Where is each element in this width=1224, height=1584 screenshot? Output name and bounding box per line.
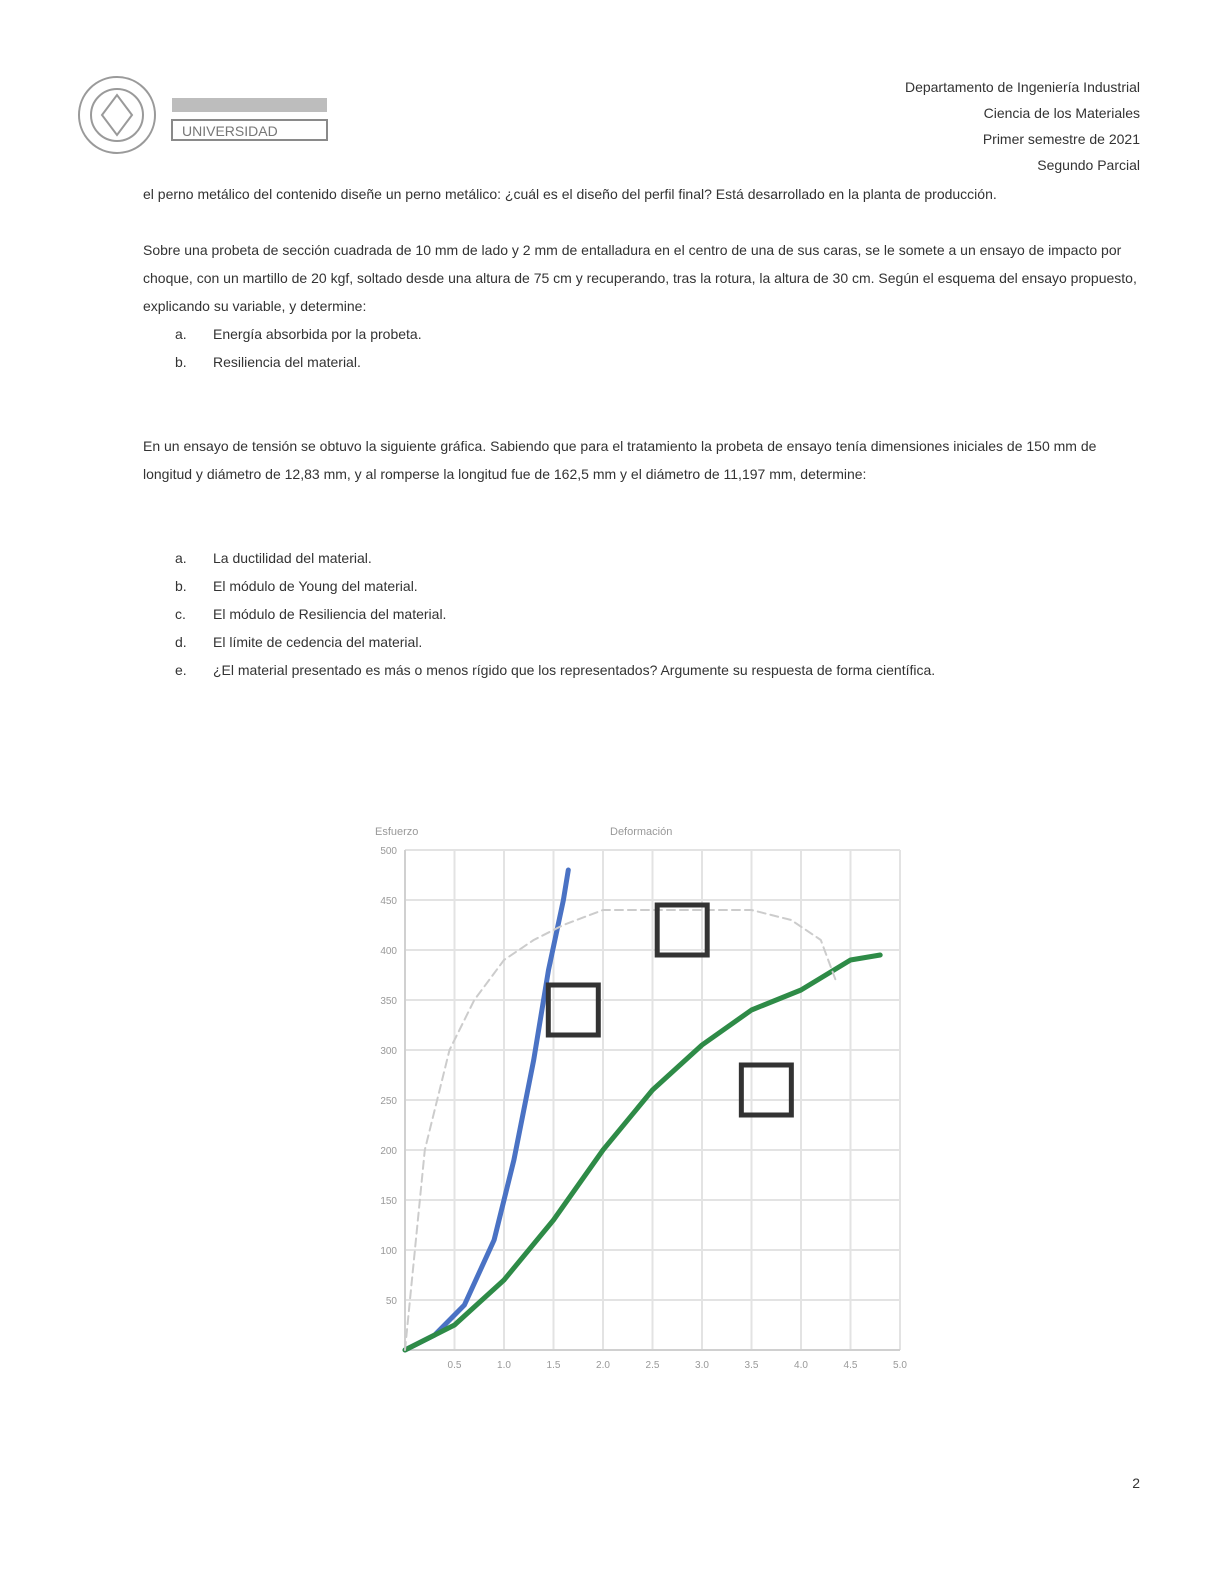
list-marker: a. — [175, 326, 187, 342]
x-tick-label: 1.0 — [497, 1360, 511, 1371]
list-item-text: El límite de cedencia del material. — [213, 634, 423, 650]
list-marker: b. — [175, 354, 187, 370]
paragraph-intro: el perno metálico del contenido diseñe un perno metálico: ¿cuál es el diseño del perfil final? Está desarrollado en la planta de producción. — [143, 186, 997, 202]
answer-box-3 — [741, 1065, 791, 1115]
y-tick-label: 250 — [380, 1096, 397, 1107]
answer-box-2 — [657, 905, 707, 955]
answer-box-1 — [548, 985, 598, 1035]
list-item-text: Energía absorbida por la probeta. — [213, 326, 422, 342]
list-marker: a. — [175, 550, 187, 566]
list-item — [143, 572, 1141, 600]
y-tick-label: 100 — [380, 1246, 397, 1257]
y-tick-label: 200 — [380, 1146, 397, 1157]
list-item — [143, 600, 1141, 628]
list-item — [143, 628, 1141, 656]
page-number: 2 — [1132, 1475, 1140, 1491]
x-tick-label: 5.0 — [893, 1360, 907, 1371]
chart-top-label-esfuerzo: Esfuerzo — [375, 826, 419, 838]
chart-top-label-deformacion: Deformación — [610, 826, 673, 838]
x-tick-label: 3.5 — [744, 1360, 759, 1371]
tension-question-list — [143, 544, 1141, 684]
paragraph-tension-test: En un ensayo de tensión se obtuvo la siguiente gráfica. Sabiendo que para el tratamiento la probeta de ensayo tenía dimensiones iniciales de 150 mm de longitud y diámetro de 12,83 mm, y al romperse la longitud fue de 162,5 mm y el diámetro de 11,197 mm, determine: — [143, 438, 1097, 482]
header-line-course: Ciencia de los Materiales — [983, 105, 1140, 121]
x-tick-label: 3.0 — [695, 1360, 709, 1371]
list-item-text: ¿El material presentado es más o menos rígido que los representados? Argumente su respuesta de forma científica. — [213, 662, 936, 678]
x-tick-label: 1.5 — [546, 1360, 561, 1371]
header-line-exam: Segundo Parcial — [1037, 157, 1140, 173]
y-tick-label: 400 — [380, 946, 397, 957]
y-tick-label: 300 — [380, 1046, 397, 1057]
header-line-semester: Primer semestre de 2021 — [982, 131, 1140, 147]
document-body — [143, 180, 1141, 684]
x-tick-label: 2.5 — [645, 1360, 660, 1371]
stress-strain-chart — [360, 815, 920, 1395]
list-marker: b. — [175, 578, 187, 594]
list-item — [143, 544, 1141, 572]
university-logo — [72, 70, 334, 160]
y-tick-label: 50 — [385, 1296, 397, 1307]
list-item — [143, 656, 1141, 684]
list-marker: e. — [175, 662, 187, 678]
logo-text: UNIVERSIDAD — [182, 123, 278, 139]
x-tick-label: 2.0 — [596, 1360, 610, 1371]
series-line-2 — [405, 955, 880, 1350]
y-tick-label: 350 — [380, 996, 397, 1007]
chart-svg — [360, 815, 920, 1395]
paragraph-impact-test: Sobre una probeta de sección cuadrada de 10 mm de lado y 2 mm de entalladura en el centro de una de sus caras, se le somete a un ensayo de impacto por choque, con un martillo de 20 kgf, soltado desde una altura de 75 cm y recuperando, tras la rotura, la altura de 30 cm. Según el esquema del ensayo propuesto, explicando su variable, y determine: — [143, 242, 1137, 314]
list-item — [143, 320, 1141, 348]
series-line-1 — [405, 870, 568, 1350]
list-item — [143, 348, 1141, 376]
y-tick-label: 500 — [380, 846, 397, 857]
impact-question-list — [143, 320, 1141, 376]
header-line-department: Departamento de Ingeniería Industrial — [904, 79, 1140, 95]
document-header — [720, 74, 1140, 178]
list-marker: c. — [175, 606, 186, 622]
list-marker: d. — [175, 634, 187, 650]
x-tick-label: 4.5 — [843, 1360, 858, 1371]
list-item-text: El módulo de Resiliencia del material. — [213, 606, 447, 622]
y-tick-label: 450 — [380, 896, 397, 907]
list-item-text: El módulo de Young del material. — [213, 578, 418, 594]
list-item-text: La ductilidad del material. — [213, 550, 372, 566]
list-item-text: Resiliencia del material. — [213, 354, 361, 370]
y-tick-label: 150 — [380, 1196, 397, 1207]
x-tick-label: 0.5 — [447, 1360, 462, 1371]
x-tick-label: 4.0 — [794, 1360, 808, 1371]
